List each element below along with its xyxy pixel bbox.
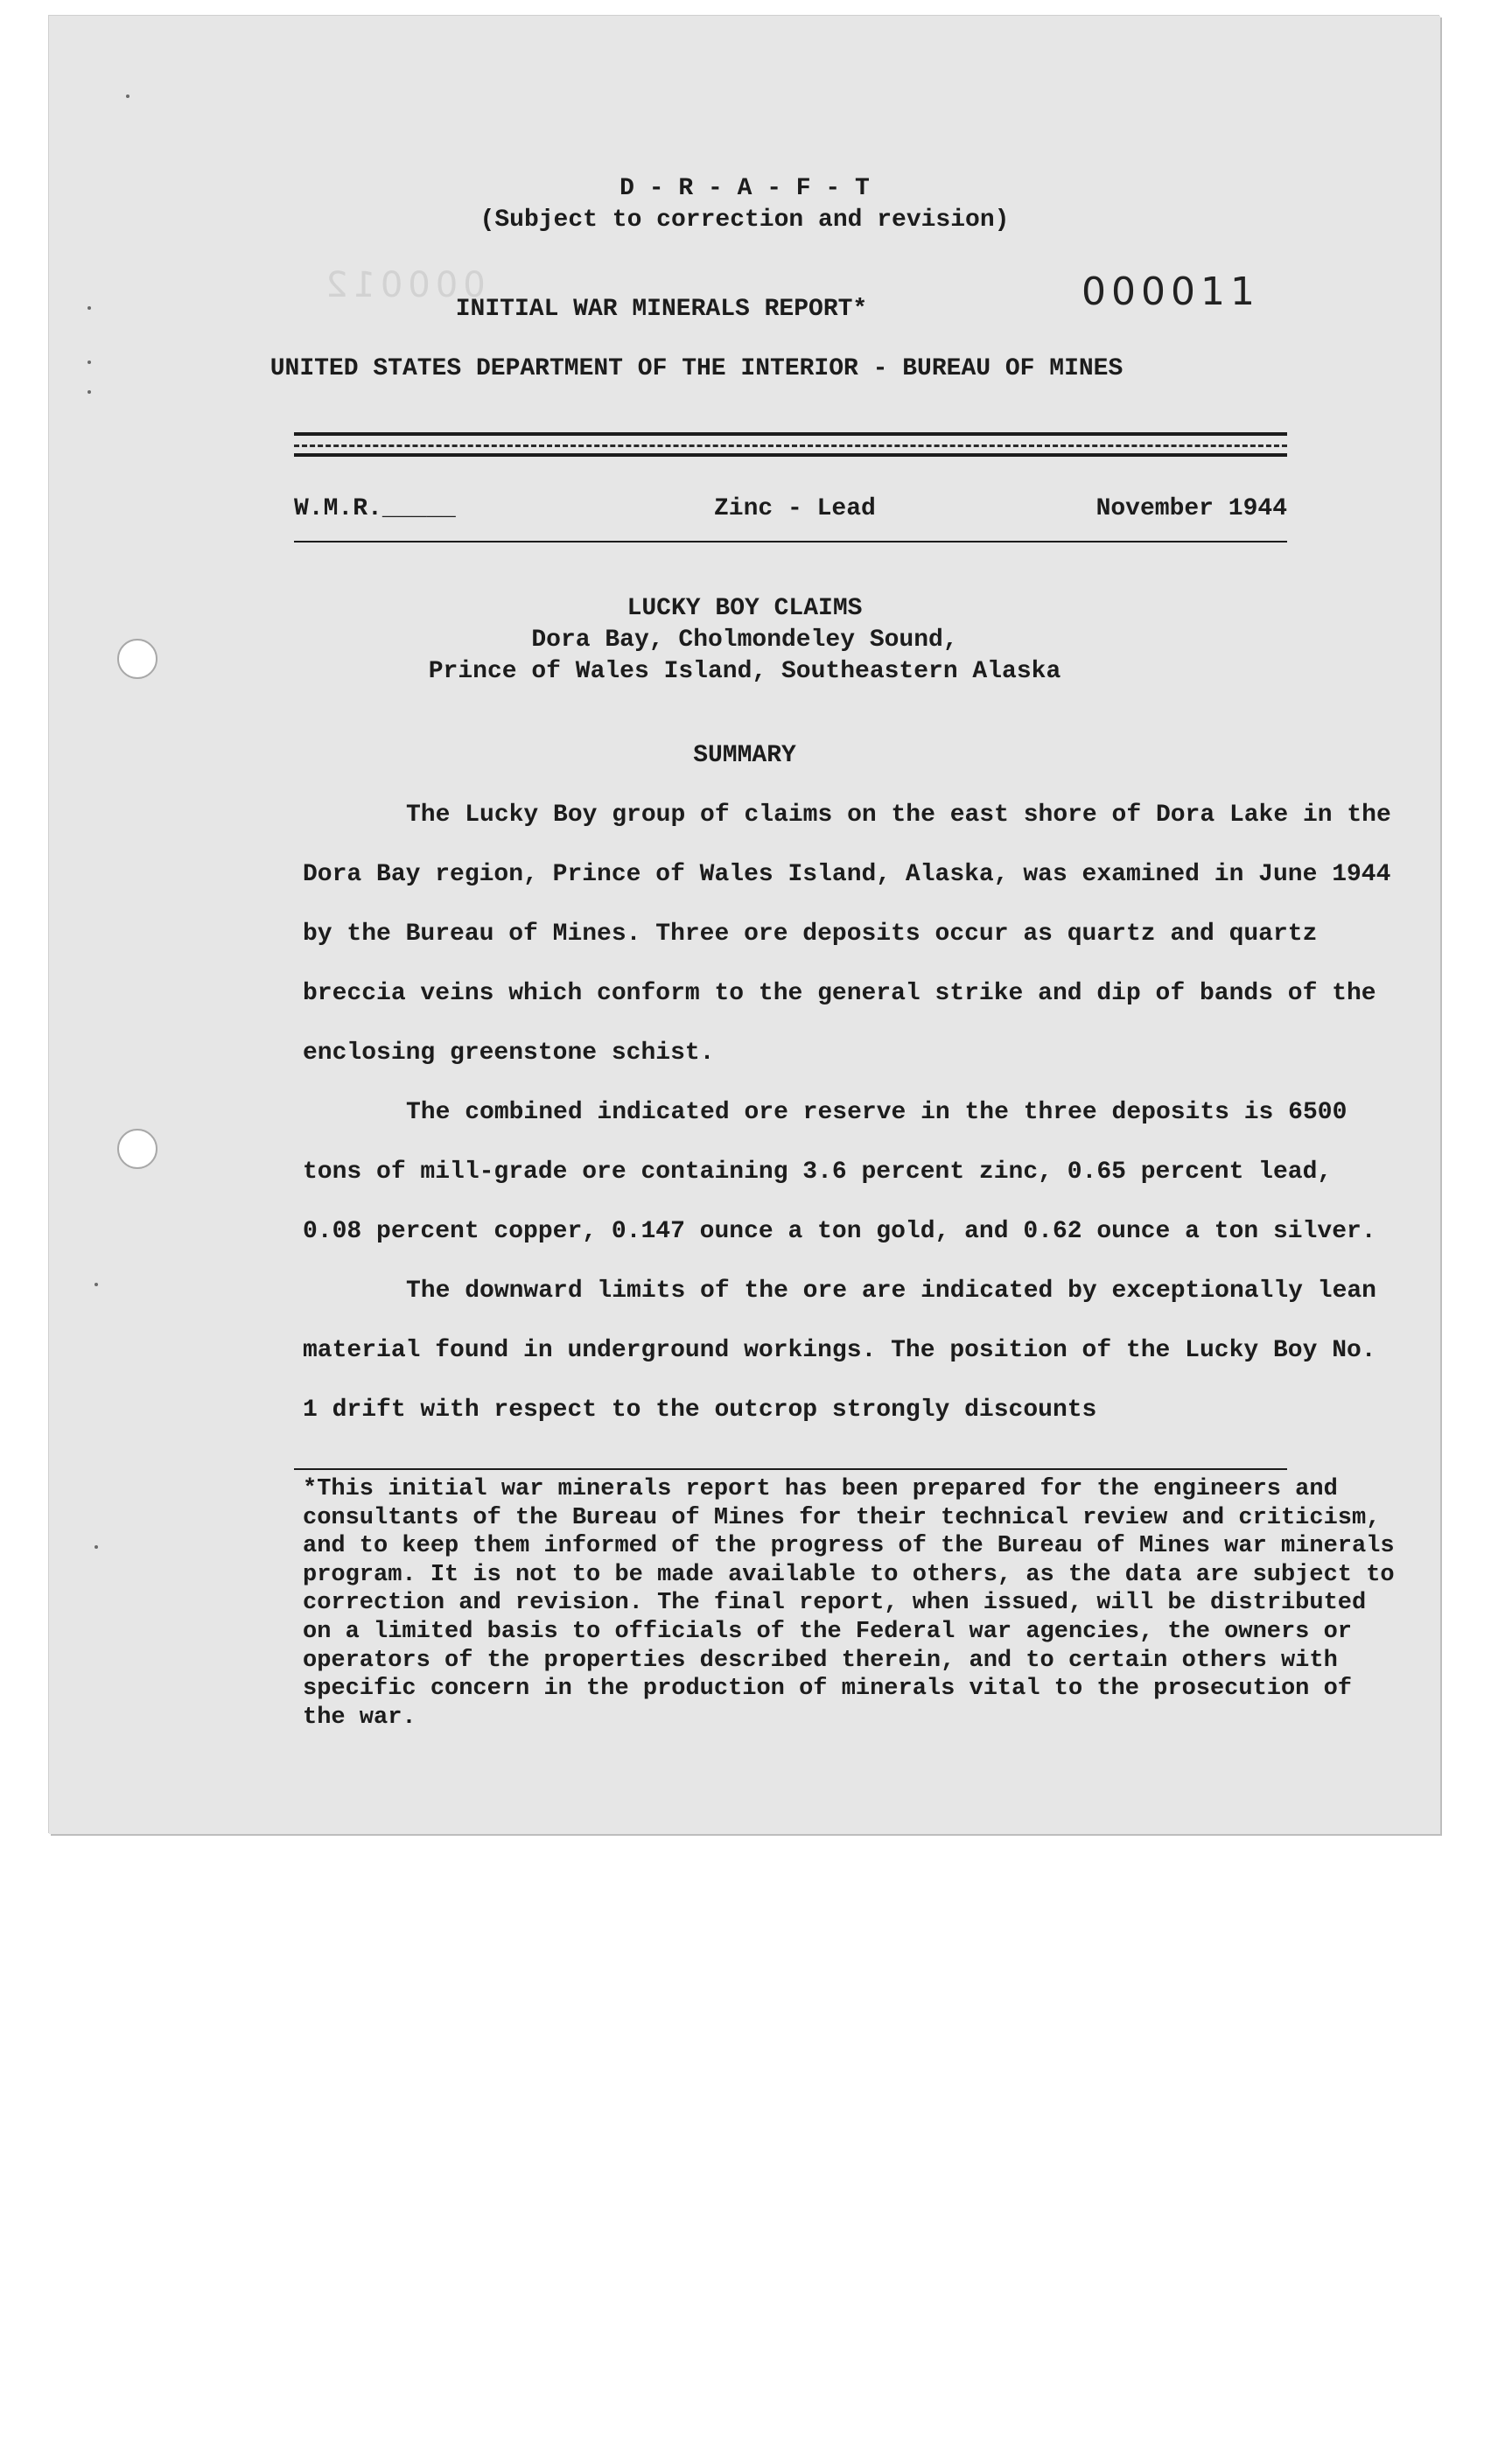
header-rule-dashed	[294, 444, 1287, 447]
document-number: 000011	[1082, 270, 1260, 314]
department-line: UNITED STATES DEPARTMENT OF THE INTERIOR - BUREAU OF MINES	[270, 355, 1124, 382]
meta-row	[294, 495, 1287, 530]
summary-paragraph: The downward limits of the ore are indicated by exceptionally lean material found in underground workings. The position of the Lucky Boy No. 1 drift with respect to the outcrop strongly discounts	[303, 1278, 1376, 1424]
meta-rule	[294, 541, 1287, 542]
property-title	[49, 593, 1440, 688]
wmr-number: W.M.R._____	[294, 495, 456, 522]
bleed-through-number: 000012	[320, 265, 486, 305]
footnote-rule	[294, 1468, 1287, 1470]
header-rule	[294, 432, 1287, 436]
document-page	[49, 16, 1440, 1834]
property-location: Dora Bay, Cholmondeley Sound,	[531, 626, 958, 654]
punch-hole	[117, 1129, 158, 1169]
speck	[126, 94, 130, 98]
property-region: Prince of Wales Island, Southeastern Alaska	[428, 658, 1061, 685]
commodity: Zinc - Lead	[714, 495, 876, 522]
subject-note: (Subject to correction and revision)	[480, 206, 1010, 234]
property-name: LUCKY BOY CLAIMS	[626, 595, 863, 622]
speck	[88, 390, 91, 394]
report-title: INITIAL WAR MINERALS REPORT*	[455, 296, 868, 323]
speck	[94, 1283, 98, 1286]
header-rule	[294, 453, 1287, 457]
summary-paragraph: The combined indicated ore reserve in the three deposits is 6500 tons of mill-grade ore containing 3.6 percent zinc, 0.65 percent lead, 0.08 percent copper, 0.147 ounce a ton gold, and 0.62 ounce a ton silver.	[303, 1099, 1376, 1245]
summary-heading: SUMMARY	[693, 742, 796, 769]
draft-label: D - R - A - F - T	[620, 175, 870, 202]
footnote: *This initial war minerals report has been prepared for the engineers and consultants of the Bureau of Mines for their technical review and criticism, and to keep them informed of the progress of the Bureau of Mines war minerals program. It is not to be made available to others, as the data are subject to correction and revision. The final report, when issued, will be distributed on a limited basis to officials of the Federal war agencies, the owners or operators of the properties described therein, and to certain others with specific concern in the production of minerals vital to the prosecution of the war.	[303, 1476, 1395, 1731]
speck	[94, 1545, 98, 1549]
report-date: November 1944	[1096, 495, 1287, 522]
summary-paragraph: The Lucky Boy group of claims on the east shore of Dora Lake in the Dora Bay region, Prince of Wales Island, Alaska, was examined in June 1944 by the Bureau of Mines. Three ore deposits occur as quartz and quartz breccia veins which conform to the general strike and dip of bands of the enclosing greenstone schist.	[303, 802, 1391, 1067]
